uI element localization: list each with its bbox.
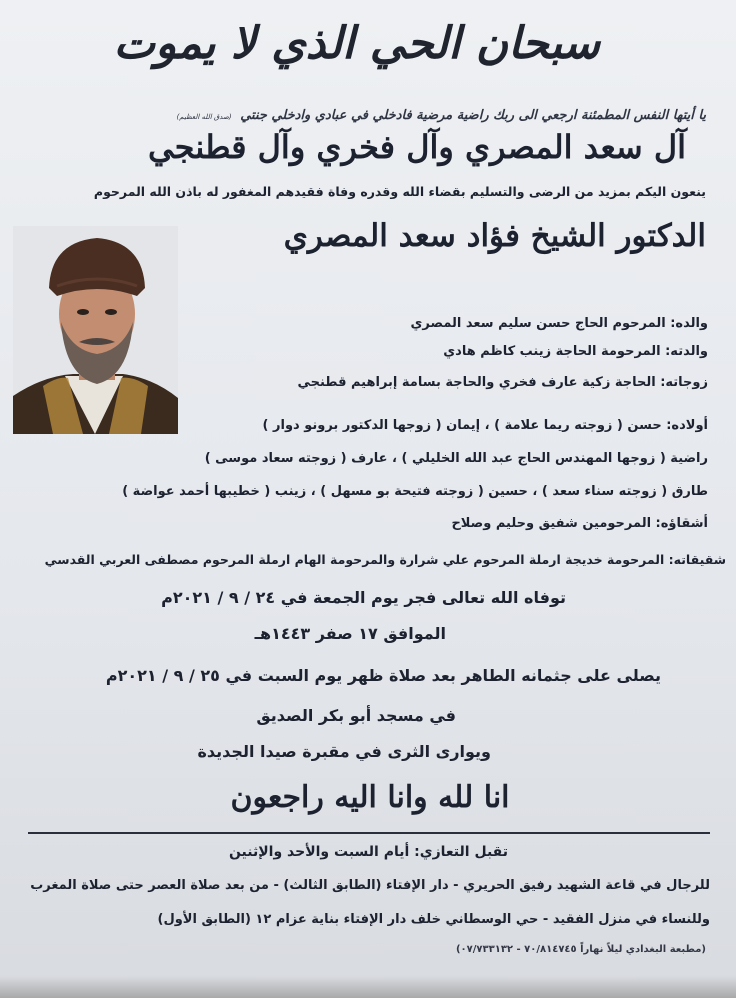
mother-line: والدته: المرحومة الحاجة زينب كاظم هادي — [443, 344, 708, 359]
children-line-1: أولاده: حسن ( زوجته ريما علامة ) ، إيمان ( زوجها الدكتور برونو دوار ) — [262, 418, 708, 433]
header-calligraphy: سبحان الحي الذي لا يموت — [113, 18, 600, 69]
brothers-line: أشقاؤه: المرحومين شفيق وحليم وصلاح — [451, 516, 708, 531]
condolences-title: تقبل التعازي: أيام السبت والأحد والإثنين — [228, 844, 508, 860]
children-line-3: طارق ( زوجته سناء سعد ) ، حسين ( زوجته فتيحة بو مسهل ) ، زينب ( خطيبها أحمد عواضة ) — [122, 484, 708, 499]
deceased-photo — [13, 226, 178, 434]
mosque-line: في مسجد أبو بكر الصديق — [256, 706, 456, 725]
deceased-name: الدكتور الشيخ فؤاد سعد المصري — [283, 218, 706, 254]
children-line-2: راضية ( زوجها المهندس الحاج عبد الله الخليلي ) ، عارف ( زوجته سعاد موسى ) — [204, 451, 708, 466]
printer-credit: (مطبعة البغدادي ليلاً نهاراً ٧٠/٨١٤٧٤٥ - ٠٧/٧٣٣١٣٢) — [455, 944, 706, 955]
quran-verse — [177, 108, 706, 123]
verse-text: يا أيتها النفس المطمئنة ارجعي الى ربك راضية مرضية فادخلي في عبادي وادخلي جنتي — [240, 108, 706, 123]
death-date: توفاه الله تعالى فجر يوم الجمعة في ٢٤ / ٩ / ٢٠٢١م — [161, 588, 566, 607]
sisters-line: شقيقاته: المرحومة خديجة ارملة المرحوم علي شرارة والمرحومة الهام ارملة المرحوم مصطفى العربي القدسي — [44, 552, 726, 567]
hijri-date: الموافق ١٧ صفر ١٤٤٣هـ — [254, 624, 446, 643]
verse-note: (صدق الله العظيم) — [176, 113, 232, 121]
wives-line: زوجاته: الحاجة زكية عارف فخري والحاجة بسامة إبراهيم قطنجي — [297, 375, 708, 390]
funeral-prayer: يصلى على جثمانه الطاهر بعد صلاة ظهر يوم السبت في ٢٥ / ٩ / ٢٠٢١م — [105, 666, 661, 685]
divider — [28, 832, 710, 834]
father-line: والده: المرحوم الحاج حسن سليم سعد المصري — [410, 316, 708, 331]
families-title: آل سعد المصري وآل فخري وآل قطنجي — [148, 128, 686, 166]
condolences-men: للرجال في قاعة الشهيد رفيق الحريري - دار الإفتاء (الطابق الثالث) - من بعد صلاة العصر حتى صلاة المغرب — [30, 878, 710, 893]
quran-phrase: انا لله وانا اليه راجعون — [230, 780, 510, 815]
announcement-text: ينعون اليكم بمزيد من الرضى والتسليم بقضاء الله وقدره وفاة فقيدهم المغفور له باذن الله المرحوم — [93, 184, 706, 199]
burial-line: ويوارى الثرى في مقبرة صيدا الجديدة — [197, 742, 491, 761]
condolences-women: وللنساء في منزل الفقيد - حي الوسطاني خلف دار الإفتاء بناية عزام ١٢ (الطابق الأول) — [157, 912, 710, 927]
paper-edge — [0, 976, 736, 998]
